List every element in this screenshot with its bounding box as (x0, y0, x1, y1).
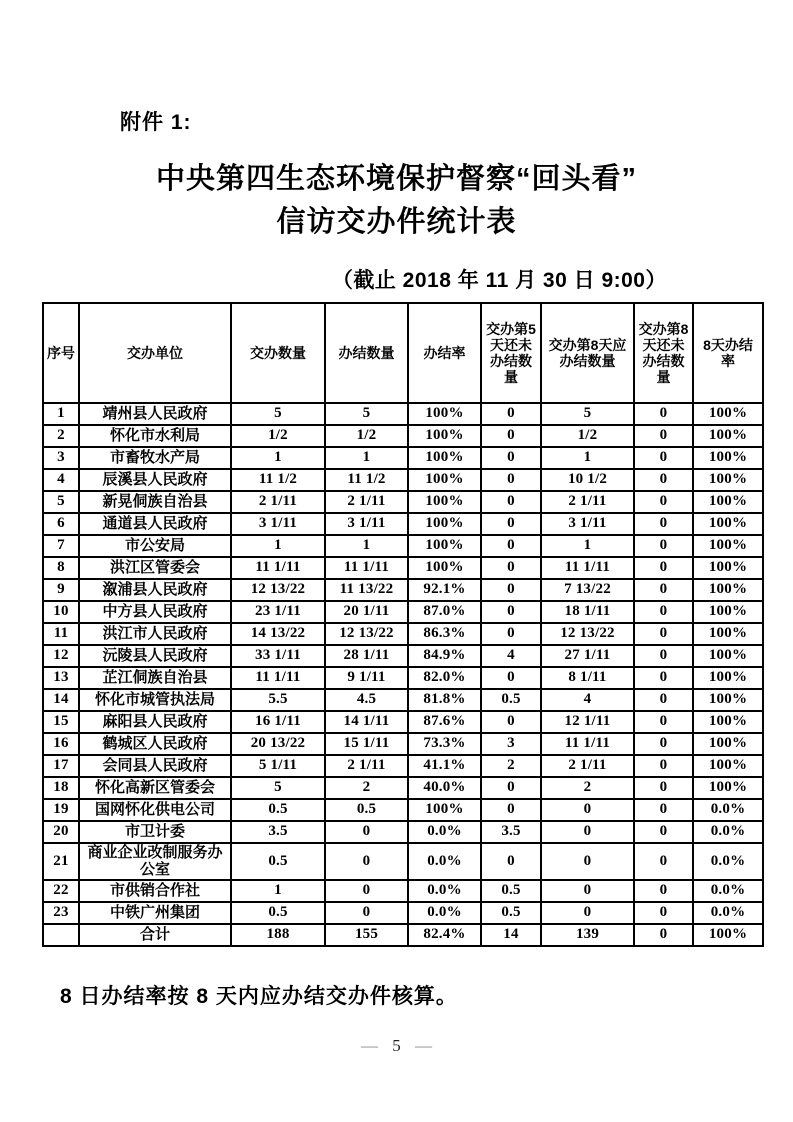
row-index-cell: 15 (43, 711, 79, 733)
value-cell: 100% (693, 535, 763, 557)
value-cell: 11 1/11 (541, 733, 634, 755)
value-cell: 0 (481, 799, 541, 821)
value-cell: 2 1/11 (231, 491, 325, 513)
value-cell: 5 1/11 (231, 755, 325, 777)
table-header-row (43, 303, 763, 403)
value-cell: 0.0% (408, 843, 481, 880)
value-cell: 0 (481, 469, 541, 491)
column-header-day8-unfinished: 交办第8天还未办结数量 (634, 303, 693, 403)
row-index-cell: 18 (43, 777, 79, 799)
value-cell: 3 1/11 (231, 513, 325, 535)
table-row (43, 755, 763, 777)
value-cell: 11 1/11 (541, 557, 634, 579)
value-cell: 5 (325, 403, 408, 425)
table-row (43, 513, 763, 535)
value-cell: 0 (481, 601, 541, 623)
row-index-cell: 10 (43, 601, 79, 623)
value-cell: 100% (408, 799, 481, 821)
row-index-cell: 19 (43, 799, 79, 821)
value-cell: 20 13/22 (231, 733, 325, 755)
value-cell: 0.0% (693, 902, 763, 924)
row-index-cell: 13 (43, 667, 79, 689)
value-cell: 0 (634, 403, 693, 425)
value-cell: 0 (634, 579, 693, 601)
page-number-dash-left: — (361, 1036, 378, 1055)
value-cell: 73.3% (408, 733, 481, 755)
value-cell: 4.5 (325, 689, 408, 711)
value-cell: 0 (634, 821, 693, 843)
value-cell: 100% (693, 601, 763, 623)
page-number-value: 5 (392, 1036, 401, 1055)
value-cell: 0.5 (481, 902, 541, 924)
table-total-row (43, 924, 763, 946)
unit-name-cell: 鹤城区人民政府 (79, 733, 231, 755)
value-cell: 1 (325, 535, 408, 557)
value-cell: 0 (634, 733, 693, 755)
value-cell: 1 (541, 447, 634, 469)
value-cell: 84.9% (408, 645, 481, 667)
unit-name-cell: 辰溪县人民政府 (79, 469, 231, 491)
unit-name-cell: 商业企业改制服务办公室 (79, 843, 231, 880)
value-cell: 5 (541, 403, 634, 425)
table-row (43, 777, 763, 799)
value-cell: 0 (634, 711, 693, 733)
statistics-table (42, 302, 764, 947)
value-cell: 0 (634, 645, 693, 667)
row-index-cell: 3 (43, 447, 79, 469)
unit-name-cell: 怀化市水利局 (79, 425, 231, 447)
value-cell: 28 1/11 (325, 645, 408, 667)
value-cell: 3.5 (481, 821, 541, 843)
table-row (43, 667, 763, 689)
value-cell: 0.0% (693, 799, 763, 821)
unit-name-cell: 国网怀化供电公司 (79, 799, 231, 821)
table-row (43, 403, 763, 425)
value-cell: 0 (634, 902, 693, 924)
value-cell: 0 (481, 667, 541, 689)
unit-name-cell: 通道县人民政府 (79, 513, 231, 535)
value-cell: 100% (408, 469, 481, 491)
unit-name-cell: 市卫计委 (79, 821, 231, 843)
row-index-cell (43, 924, 79, 946)
value-cell: 0 (481, 491, 541, 513)
row-index-cell: 6 (43, 513, 79, 535)
value-cell: 100% (693, 447, 763, 469)
table-row (43, 645, 763, 667)
value-cell: 0 (634, 447, 693, 469)
value-cell: 0 (541, 880, 634, 902)
value-cell: 0 (634, 535, 693, 557)
value-cell: 100% (693, 733, 763, 755)
table-row (43, 557, 763, 579)
unit-name-cell: 麻阳县人民政府 (79, 711, 231, 733)
value-cell: 14 (481, 924, 541, 946)
value-cell: 100% (693, 777, 763, 799)
value-cell: 14 1/11 (325, 711, 408, 733)
value-cell: 100% (408, 513, 481, 535)
value-cell: 86.3% (408, 623, 481, 645)
table-row (43, 821, 763, 843)
table-row (43, 469, 763, 491)
table-body (43, 403, 763, 946)
value-cell: 100% (693, 513, 763, 535)
value-cell: 12 13/22 (325, 623, 408, 645)
value-cell: 18 1/11 (541, 601, 634, 623)
value-cell: 0.0% (693, 880, 763, 902)
value-cell: 0 (541, 902, 634, 924)
column-header-8day-rate: 8天办结率 (693, 303, 763, 403)
unit-name-cell: 溆浦县人民政府 (79, 579, 231, 601)
value-cell: 100% (693, 645, 763, 667)
unit-name-cell: 会同县人民政府 (79, 755, 231, 777)
column-header-completion-rate: 办结率 (408, 303, 481, 403)
value-cell: 0 (634, 425, 693, 447)
value-cell: 27 1/11 (541, 645, 634, 667)
value-cell: 1 (231, 447, 325, 469)
value-cell: 12 13/22 (231, 579, 325, 601)
value-cell: 100% (693, 425, 763, 447)
table-row (43, 491, 763, 513)
value-cell: 0.5 (481, 689, 541, 711)
value-cell: 2 1/11 (541, 491, 634, 513)
value-cell: 100% (693, 755, 763, 777)
value-cell: 100% (693, 667, 763, 689)
value-cell: 11 13/22 (325, 579, 408, 601)
value-cell: 40.0% (408, 777, 481, 799)
value-cell: 0 (634, 469, 693, 491)
unit-name-cell: 合计 (79, 924, 231, 946)
value-cell: 100% (408, 557, 481, 579)
value-cell: 11 1/11 (325, 557, 408, 579)
value-cell: 0.5 (481, 880, 541, 902)
value-cell: 8 1/11 (541, 667, 634, 689)
unit-name-cell: 市供销合作社 (79, 880, 231, 902)
value-cell: 0 (481, 579, 541, 601)
unit-name-cell: 中方县人民政府 (79, 601, 231, 623)
value-cell: 10 1/2 (541, 469, 634, 491)
value-cell: 0.0% (408, 821, 481, 843)
unit-name-cell: 芷江侗族自治县 (79, 667, 231, 689)
footnote: 8 日办结率按 8 天内应办结交办件核算。 (60, 985, 458, 1008)
value-cell: 139 (541, 924, 634, 946)
value-cell: 0.5 (231, 902, 325, 924)
value-cell: 1 (231, 880, 325, 902)
value-cell: 0.0% (693, 843, 763, 880)
value-cell: 0 (481, 403, 541, 425)
row-index-cell: 7 (43, 535, 79, 557)
column-header-day5-unfinished: 交办第5天还未办结数量 (481, 303, 541, 403)
unit-name-cell: 洪江市人民政府 (79, 623, 231, 645)
row-index-cell: 16 (43, 733, 79, 755)
value-cell: 1 (541, 535, 634, 557)
value-cell: 1 (231, 535, 325, 557)
row-index-cell: 1 (43, 403, 79, 425)
value-cell: 5 (231, 403, 325, 425)
table-row (43, 601, 763, 623)
value-cell: 0.5 (231, 799, 325, 821)
value-cell: 0 (634, 755, 693, 777)
value-cell: 82.4% (408, 924, 481, 946)
value-cell: 4 (541, 689, 634, 711)
unit-name-cell: 新晃侗族自治县 (79, 491, 231, 513)
value-cell: 1/2 (325, 425, 408, 447)
unit-name-cell: 靖州县人民政府 (79, 403, 231, 425)
value-cell: 81.8% (408, 689, 481, 711)
value-cell: 100% (693, 469, 763, 491)
row-index-cell: 12 (43, 645, 79, 667)
value-cell: 2 1/11 (325, 491, 408, 513)
value-cell: 155 (325, 924, 408, 946)
row-index-cell: 4 (43, 469, 79, 491)
row-index-cell: 9 (43, 579, 79, 601)
unit-name-cell: 中铁广州集团 (79, 902, 231, 924)
column-header-completed-count: 办结数量 (325, 303, 408, 403)
value-cell: 0 (481, 777, 541, 799)
value-cell: 92.1% (408, 579, 481, 601)
value-cell: 4 (481, 645, 541, 667)
value-cell: 0 (481, 843, 541, 880)
value-cell: 0 (481, 425, 541, 447)
value-cell: 100% (693, 491, 763, 513)
value-cell: 0 (634, 513, 693, 535)
value-cell: 100% (693, 711, 763, 733)
value-cell: 0 (325, 843, 408, 880)
value-cell: 0 (634, 777, 693, 799)
table-row (43, 689, 763, 711)
document-title-line1: 中央第四生态环境保护督察“回头看” (155, 163, 637, 195)
value-cell: 0.0% (408, 902, 481, 924)
row-index-cell: 8 (43, 557, 79, 579)
table-row (43, 799, 763, 821)
value-cell: 0.0% (693, 821, 763, 843)
value-cell: 100% (693, 403, 763, 425)
value-cell: 188 (231, 924, 325, 946)
value-cell: 14 13/22 (231, 623, 325, 645)
table-row (43, 902, 763, 924)
row-index-cell: 17 (43, 755, 79, 777)
row-index-cell: 2 (43, 425, 79, 447)
value-cell: 100% (693, 623, 763, 645)
value-cell: 0 (634, 601, 693, 623)
value-cell: 100% (693, 689, 763, 711)
value-cell: 3 (481, 733, 541, 755)
value-cell: 0 (634, 557, 693, 579)
table-row (43, 425, 763, 447)
value-cell: 100% (408, 447, 481, 469)
document-title-line2: 信访交办件统计表 (276, 205, 517, 238)
value-cell: 11 1/2 (231, 469, 325, 491)
table-row (43, 623, 763, 645)
value-cell: 0 (634, 924, 693, 946)
value-cell: 0 (325, 902, 408, 924)
table-header (43, 303, 763, 403)
value-cell: 0 (481, 711, 541, 733)
value-cell: 0 (325, 880, 408, 902)
value-cell: 0 (634, 667, 693, 689)
value-cell: 5.5 (231, 689, 325, 711)
value-cell: 0.0% (408, 880, 481, 902)
value-cell: 11 1/11 (231, 667, 325, 689)
value-cell: 16 1/11 (231, 711, 325, 733)
value-cell: 0 (541, 843, 634, 880)
value-cell: 1/2 (231, 425, 325, 447)
unit-name-cell: 沅陵县人民政府 (79, 645, 231, 667)
attachment-label: 附件 1: (120, 111, 192, 134)
value-cell: 33 1/11 (231, 645, 325, 667)
value-cell: 100% (408, 403, 481, 425)
page-number (0, 1036, 793, 1056)
value-cell: 3.5 (231, 821, 325, 843)
unit-name-cell: 市公安局 (79, 535, 231, 557)
row-index-cell: 22 (43, 880, 79, 902)
value-cell: 100% (408, 425, 481, 447)
value-cell: 2 (481, 755, 541, 777)
value-cell: 0 (481, 535, 541, 557)
value-cell: 41.1% (408, 755, 481, 777)
value-cell: 87.6% (408, 711, 481, 733)
value-cell: 0 (634, 623, 693, 645)
value-cell: 100% (408, 535, 481, 557)
value-cell: 12 13/22 (541, 623, 634, 645)
value-cell: 0 (541, 821, 634, 843)
table-row (43, 535, 763, 557)
row-index-cell: 20 (43, 821, 79, 843)
row-index-cell: 21 (43, 843, 79, 880)
value-cell: 15 1/11 (325, 733, 408, 755)
value-cell: 12 1/11 (541, 711, 634, 733)
column-header-unit: 交办单位 (79, 303, 231, 403)
column-header-assigned-count: 交办数量 (231, 303, 325, 403)
value-cell: 20 1/11 (325, 601, 408, 623)
value-cell: 0.5 (231, 843, 325, 880)
value-cell: 0 (634, 880, 693, 902)
value-cell: 0 (481, 447, 541, 469)
value-cell: 1/2 (541, 425, 634, 447)
value-cell: 3 1/11 (325, 513, 408, 535)
value-cell: 5 (231, 777, 325, 799)
table-row (43, 579, 763, 601)
value-cell: 0 (634, 843, 693, 880)
row-index-cell: 11 (43, 623, 79, 645)
row-index-cell: 14 (43, 689, 79, 711)
document-title (0, 158, 793, 244)
value-cell: 100% (693, 557, 763, 579)
unit-name-cell: 市畜牧水产局 (79, 447, 231, 469)
value-cell: 7 13/22 (541, 579, 634, 601)
value-cell: 0.5 (325, 799, 408, 821)
value-cell: 11 1/2 (325, 469, 408, 491)
value-cell: 0 (481, 623, 541, 645)
value-cell: 9 1/11 (325, 667, 408, 689)
value-cell: 2 (541, 777, 634, 799)
value-cell: 0 (634, 799, 693, 821)
column-header-index: 序号 (43, 303, 79, 403)
value-cell: 0 (541, 799, 634, 821)
value-cell: 2 1/11 (541, 755, 634, 777)
value-cell: 3 1/11 (541, 513, 634, 535)
table-row (43, 843, 763, 880)
value-cell: 82.0% (408, 667, 481, 689)
table-row (43, 880, 763, 902)
value-cell: 100% (693, 579, 763, 601)
value-cell: 2 1/11 (325, 755, 408, 777)
unit-name-cell: 怀化市城管执法局 (79, 689, 231, 711)
value-cell: 100% (693, 924, 763, 946)
value-cell: 0 (634, 491, 693, 513)
document-subtitle: （截止 2018 年 11 月 30 日 9:00） (331, 269, 667, 292)
value-cell: 0 (481, 557, 541, 579)
table-row (43, 733, 763, 755)
value-cell: 0 (634, 689, 693, 711)
value-cell: 100% (408, 491, 481, 513)
value-cell: 2 (325, 777, 408, 799)
value-cell: 0 (481, 513, 541, 535)
unit-name-cell: 怀化高新区管委会 (79, 777, 231, 799)
value-cell: 23 1/11 (231, 601, 325, 623)
table-row (43, 447, 763, 469)
value-cell: 0 (325, 821, 408, 843)
unit-name-cell: 洪江区管委会 (79, 557, 231, 579)
value-cell: 11 1/11 (231, 557, 325, 579)
row-index-cell: 5 (43, 491, 79, 513)
table-row (43, 711, 763, 733)
value-cell: 1 (325, 447, 408, 469)
row-index-cell: 23 (43, 902, 79, 924)
column-header-day8-due: 交办第8天应办结数量 (541, 303, 634, 403)
page-number-dash-right: — (415, 1036, 432, 1055)
value-cell: 87.0% (408, 601, 481, 623)
